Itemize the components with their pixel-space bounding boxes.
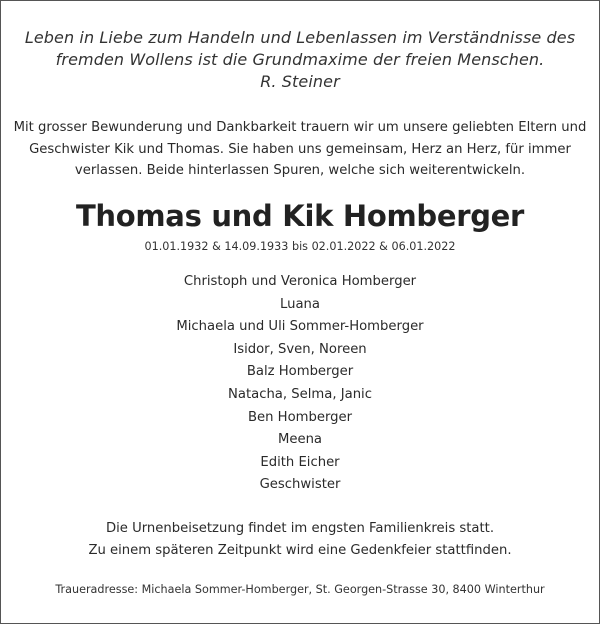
intro-line: verlassen. Beide hinterlassen Spuren, welche sich weiterentwickeln. xyxy=(74,163,526,178)
mourner-item: Geschwister xyxy=(259,477,341,493)
intro-paragraph xyxy=(1,117,599,182)
motto-quote xyxy=(1,27,599,93)
mourner-item: Isidor, Sven, Noreen xyxy=(233,341,367,357)
mourner-item: Luana xyxy=(280,296,320,312)
intro-line: Mit grosser Bewunderung und Dankbarkeit trauern wir um unsere geliebten Eltern und xyxy=(13,120,587,135)
mourning-address: Traueradresse: Michaela Sommer-Homberger, St. Georgen-Strasse 30, 8400 Winterthur xyxy=(55,583,545,596)
intro-line: Geschwister Kik und Thomas. Sie haben uns gemeinsam, Herz an Herz, für immer xyxy=(29,141,571,157)
closing-paragraph xyxy=(1,518,599,562)
deceased-dates: 01.01.1932 & 14.09.1933 bis 02.01.2022 & 06.01.2022 xyxy=(144,240,456,253)
mourner-item: Balz Homberger xyxy=(246,364,354,380)
motto-author: R. Steiner xyxy=(260,72,340,91)
closing-line: Die Urnenbeisetzung findet im engsten Familienkreis statt. xyxy=(105,521,495,536)
motto-line: Leben in Liebe zum Handeln und Lebenlassen im Verständnisse des xyxy=(24,28,576,47)
mourner-item: Natacha, Selma, Janic xyxy=(228,386,372,402)
closing-line: Zu einem späteren Zeitpunkt wird eine Gedenkfeier stattfinden. xyxy=(88,543,512,558)
mourner-item: Meena xyxy=(277,432,323,448)
mourner-item: Michaela und Uli Sommer-Homberger xyxy=(176,319,424,335)
mourner-item: Edith Eicher xyxy=(260,454,340,470)
motto-line: fremden Wollens ist die Grundmaxime der freien Menschen. xyxy=(55,50,545,69)
deceased-names: Thomas und Kik Homberger xyxy=(75,199,525,233)
mourner-item: Christoph und Veronica Homberger xyxy=(183,274,417,289)
mourners-list xyxy=(1,271,599,497)
mourner-item: Ben Homberger xyxy=(247,409,353,425)
